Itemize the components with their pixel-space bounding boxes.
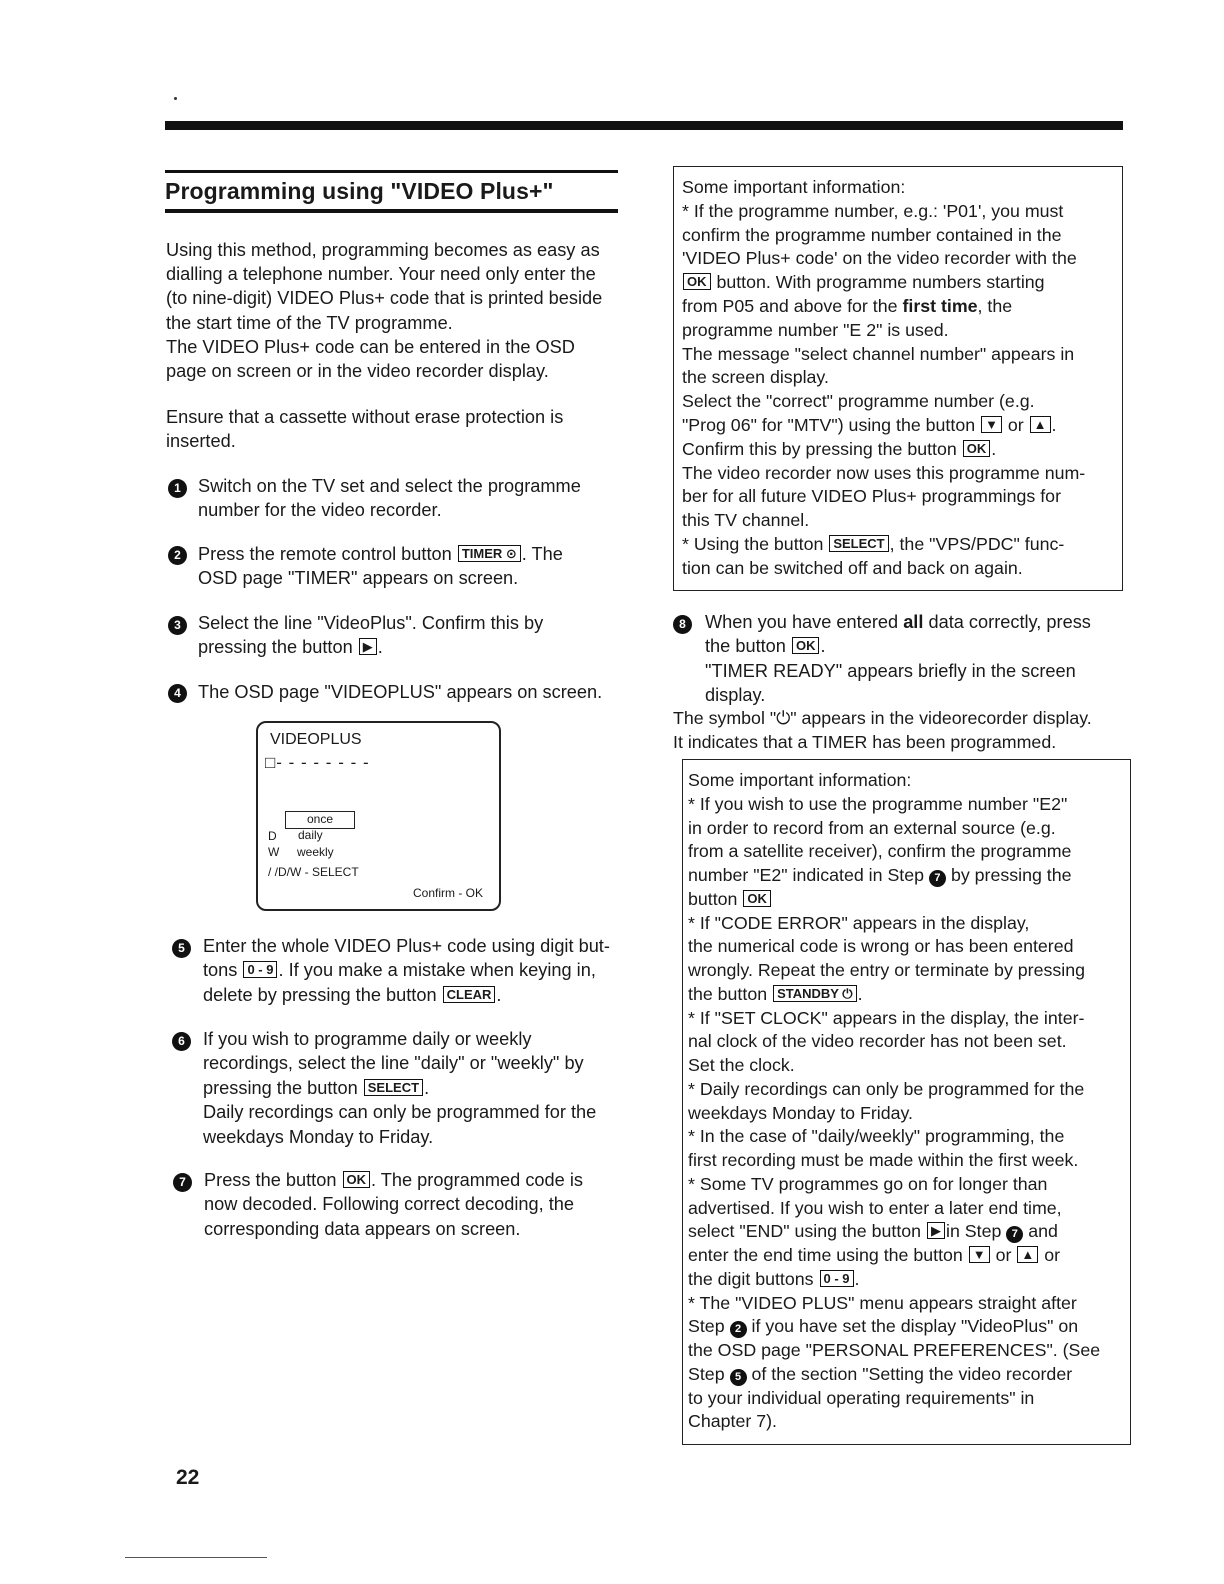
info-text: or	[1044, 1245, 1060, 1265]
info-text: .	[854, 1268, 860, 1289]
ok-key-icon: OK	[743, 890, 771, 907]
info-text: by pressing the	[950, 865, 1072, 885]
step-3	[198, 611, 543, 660]
info-box-2-text	[688, 769, 1100, 1434]
info-text: .	[857, 983, 863, 1004]
step-line: now decoded. Following correct decoding, the	[204, 1194, 575, 1215]
play-key-icon: ▶	[927, 1222, 945, 1239]
select-key-icon: SELECT	[364, 1079, 423, 1096]
info-line: confirm the programme number contained in the	[682, 224, 1062, 245]
step-number-3: 3	[168, 616, 187, 635]
step-text: .	[820, 636, 826, 657]
down-key-icon: ▼	[969, 1246, 990, 1263]
osd-confirm-hint: Confirm - OK	[413, 886, 484, 900]
step-text: . The programmed code is	[371, 1170, 583, 1190]
ok-key-icon: OK	[343, 1171, 371, 1188]
osd-select-hint: / /D/W - SELECT	[268, 865, 359, 879]
intro-line: page on screen or in the video recorder display.	[166, 361, 549, 382]
step-6	[203, 1027, 596, 1149]
info-text: .	[991, 438, 997, 459]
page-number: 22	[176, 1466, 200, 1489]
info-line: nal clock of the video recorder has not been set.	[688, 1031, 1067, 1052]
step-2	[198, 542, 563, 591]
step-number-4: 4	[168, 684, 187, 703]
step-line: Select the line "VideoPlus". Confirm this by	[198, 613, 544, 633]
step-text: pressing the button	[203, 1077, 358, 1098]
osd-weekly-option: weekly	[297, 845, 334, 859]
info-line: * The "VIDEO PLUS" menu appears straight after	[688, 1292, 1077, 1313]
osd-daily-option: daily	[298, 828, 323, 842]
step-text: Press the remote control button	[198, 544, 452, 564]
info-text: .	[1051, 414, 1057, 435]
info-text: enter the end time using the button	[688, 1245, 963, 1265]
info-line: * Some TV programmes go on for longer than	[688, 1173, 1048, 1194]
info-text: Confirm this by pressing the button	[682, 438, 957, 459]
info-text: or	[995, 1245, 1012, 1265]
step-line: corresponding data appears on screen.	[204, 1218, 521, 1239]
intro-line: The VIDEO Plus+ code can be entered in the OSD	[166, 336, 575, 357]
intro-line: the start time of the TV programme.	[166, 312, 453, 333]
digit-keys-icon: 0 - 9	[243, 961, 277, 978]
info-text: or	[1007, 414, 1024, 435]
info-text: select "END" using the button	[688, 1221, 922, 1242]
info-text: if you have set the display "VideoPlus" on	[751, 1316, 1079, 1337]
info-line: to your individual operating requirements" in	[688, 1387, 1035, 1408]
info-line: advertised. If you wish to enter a later end time,	[688, 1197, 1062, 1218]
info-text: * Using the button	[682, 533, 824, 554]
info-text: , the	[977, 295, 1013, 316]
info-text: number "E2" indicated in Step	[688, 865, 925, 885]
step-text: delete by pressing the button	[203, 984, 437, 1005]
step-number-1: 1	[168, 479, 187, 498]
step-text: When you have entered	[705, 612, 899, 632]
step-text: . If you make a mistake when keying in,	[278, 960, 596, 981]
step-5	[203, 934, 610, 1007]
step-text: Press the button	[204, 1170, 337, 1190]
info-text: in Step	[946, 1221, 1002, 1242]
ok-key-icon: OK	[963, 440, 991, 457]
step-ref-7: 7	[929, 870, 946, 887]
select-key-icon: SELECT	[829, 535, 888, 552]
info-box-1-text	[682, 176, 1085, 581]
info-text-bold: first time	[902, 295, 978, 316]
info-text: Step	[688, 1316, 725, 1337]
step-line: The OSD page "VIDEOPLUS" appears on screen.	[198, 682, 603, 702]
step-line: recordings, select the line "daily" or "weekly" by	[203, 1053, 584, 1074]
step-1	[198, 474, 581, 523]
info-text: button	[688, 888, 738, 909]
info-line: * If "SET CLOCK" appears in the display, the inter-	[688, 1007, 1085, 1028]
down-key-icon: ▼	[981, 416, 1002, 433]
step-ref-7: 7	[1006, 1226, 1023, 1243]
info-line: ber for all future VIDEO Plus+ programmings for	[682, 486, 1061, 507]
info-line: Set the clock.	[688, 1055, 795, 1075]
step-text: pressing the button	[198, 637, 353, 658]
step-line: Switch on the TV set and select the programme	[198, 476, 581, 496]
info-line: the OSD page "PERSONAL PREFERENCES". (See	[688, 1340, 1101, 1360]
intro-paragraph	[166, 238, 602, 383]
footer-rule	[125, 1557, 267, 1558]
step-line: If you wish to programme daily or weekly	[203, 1029, 532, 1049]
ensure-line: Ensure that a cassette without erase protection is	[166, 407, 564, 427]
info-line: weekdays Monday to Friday.	[688, 1102, 913, 1123]
info-text: button. With programme numbers starting	[711, 272, 1045, 293]
info-line: the numerical code is wrong or has been entered	[688, 936, 1074, 957]
info-heading: Some important information:	[682, 177, 906, 197]
step-text-bold: all	[903, 612, 924, 632]
info-line: in order to record from an external source (e.g.	[688, 817, 1056, 838]
step-text: the button	[705, 636, 786, 657]
info-line: The video recorder now uses this programme num-	[682, 462, 1086, 483]
title-rule-top	[165, 170, 618, 173]
info-text: Step	[688, 1363, 725, 1384]
info-text: from P05 and above for the	[682, 295, 898, 316]
step-text: . The	[521, 544, 563, 564]
info-line: Chapter 7).	[688, 1411, 777, 1432]
info-text: and	[1028, 1221, 1058, 1242]
step-line: Daily recordings can only be programmed for the	[203, 1102, 597, 1123]
play-key-icon: ▶	[359, 638, 377, 655]
info-line: wrongly. Repeat the entry or terminate by pressing	[688, 960, 1085, 980]
step-4	[198, 680, 602, 704]
step-line: number for the video recorder.	[198, 500, 442, 521]
info-line: from a satellite receiver), confirm the programme	[688, 841, 1072, 862]
step-number-6: 6	[172, 1032, 191, 1051]
step-ref-2: 2	[730, 1321, 747, 1338]
step-8	[705, 610, 1091, 708]
up-key-icon: ▲	[1030, 416, 1051, 433]
ok-key-icon: OK	[683, 273, 711, 290]
step-line: weekdays Monday to Friday.	[203, 1126, 434, 1147]
step-text: .	[496, 984, 502, 1005]
info-line: * If you wish to use the programme number "E2"	[688, 793, 1068, 814]
ensure-line: inserted.	[166, 431, 236, 452]
digit-keys-icon: 0 - 9	[820, 1270, 854, 1287]
info-line: * Daily recordings can only be programmed for the	[688, 1078, 1085, 1099]
step-line: display.	[705, 685, 766, 706]
info-line: this TV channel.	[682, 510, 810, 531]
ok-key-icon: OK	[792, 637, 820, 654]
info-line: The message "select channel number" appears in	[682, 343, 1075, 364]
info-line: * If "CODE ERROR" appears in the display,	[688, 912, 1030, 933]
timer-symbol-note	[673, 706, 1092, 754]
intro-line: (to nine-digit) VIDEO Plus+ code that is printed beside	[166, 288, 603, 309]
timer-key-icon: TIMER ⊙	[458, 545, 521, 562]
note-line: The symbol "⏻" appears in the videorecorder display.	[673, 708, 1092, 728]
step-number-5: 5	[172, 939, 191, 958]
header-bar	[165, 121, 1123, 130]
osd-daily-key: D	[268, 829, 277, 843]
intro-line: dialling a telephone number. Your need only enter the	[166, 264, 596, 285]
step-number-2: 2	[168, 546, 187, 565]
info-text: of the section "Setting the video recorder	[751, 1363, 1073, 1384]
standby-key-icon: STANDBY ⏻	[773, 985, 857, 1002]
info-line: Select the "correct" programme number (e.g.	[682, 391, 1035, 412]
step-number-8: 8	[673, 615, 692, 634]
up-key-icon: ▲	[1017, 1246, 1038, 1263]
note-line: It indicates that a TIMER has been programmed.	[673, 732, 1057, 752]
osd-videoplus-screen	[256, 721, 501, 911]
step-line: Enter the whole VIDEO Plus+ code using digit but-	[203, 936, 610, 956]
step-text: .	[377, 637, 383, 658]
intro-line: Using this method, programming becomes as easy as	[166, 240, 600, 260]
step-number-7: 7	[173, 1173, 192, 1192]
info-heading: Some important information:	[688, 770, 912, 790]
osd-weekly-key: W	[268, 845, 280, 859]
info-line: * If the programme number, e.g.: 'P01', you must	[682, 200, 1064, 221]
info-text: "Prog 06" for "MTV") using the button	[682, 414, 976, 435]
step-line: OSD page "TIMER" appears on screen.	[198, 568, 519, 589]
info-line: first recording must be made within the first week.	[688, 1150, 1079, 1170]
info-line: programme number "E 2" is used.	[682, 319, 949, 340]
page-title: Programming using "VIDEO Plus+"	[165, 178, 554, 204]
step-text: tons	[203, 960, 238, 981]
info-text: the button	[688, 983, 768, 1004]
stray-dot	[174, 97, 177, 100]
info-line: * In the case of "daily/weekly" programming, the	[688, 1126, 1065, 1147]
step-ref-5: 5	[730, 1369, 747, 1386]
info-text: , the "VPS/PDC" func-	[889, 533, 1065, 554]
info-text: the digit buttons	[688, 1268, 814, 1289]
step-7	[204, 1168, 583, 1241]
osd-title: VIDEOPLUS	[270, 731, 362, 748]
step-text: .	[424, 1077, 430, 1098]
info-line: tion can be switched off and back on again.	[682, 557, 1023, 578]
clear-key-icon: CLEAR	[443, 986, 496, 1003]
title-rule-bottom	[165, 209, 618, 213]
step-line: "TIMER READY" appears briefly in the screen	[705, 660, 1076, 681]
info-line: 'VIDEO Plus+ code' on the video recorder with the	[682, 248, 1077, 269]
osd-code-field: □- - - - - - - -	[265, 753, 370, 772]
step-text: data correctly, press	[928, 612, 1091, 632]
ensure-paragraph	[166, 405, 563, 453]
info-line: the screen display.	[682, 367, 829, 388]
osd-once-option: once	[285, 811, 355, 829]
